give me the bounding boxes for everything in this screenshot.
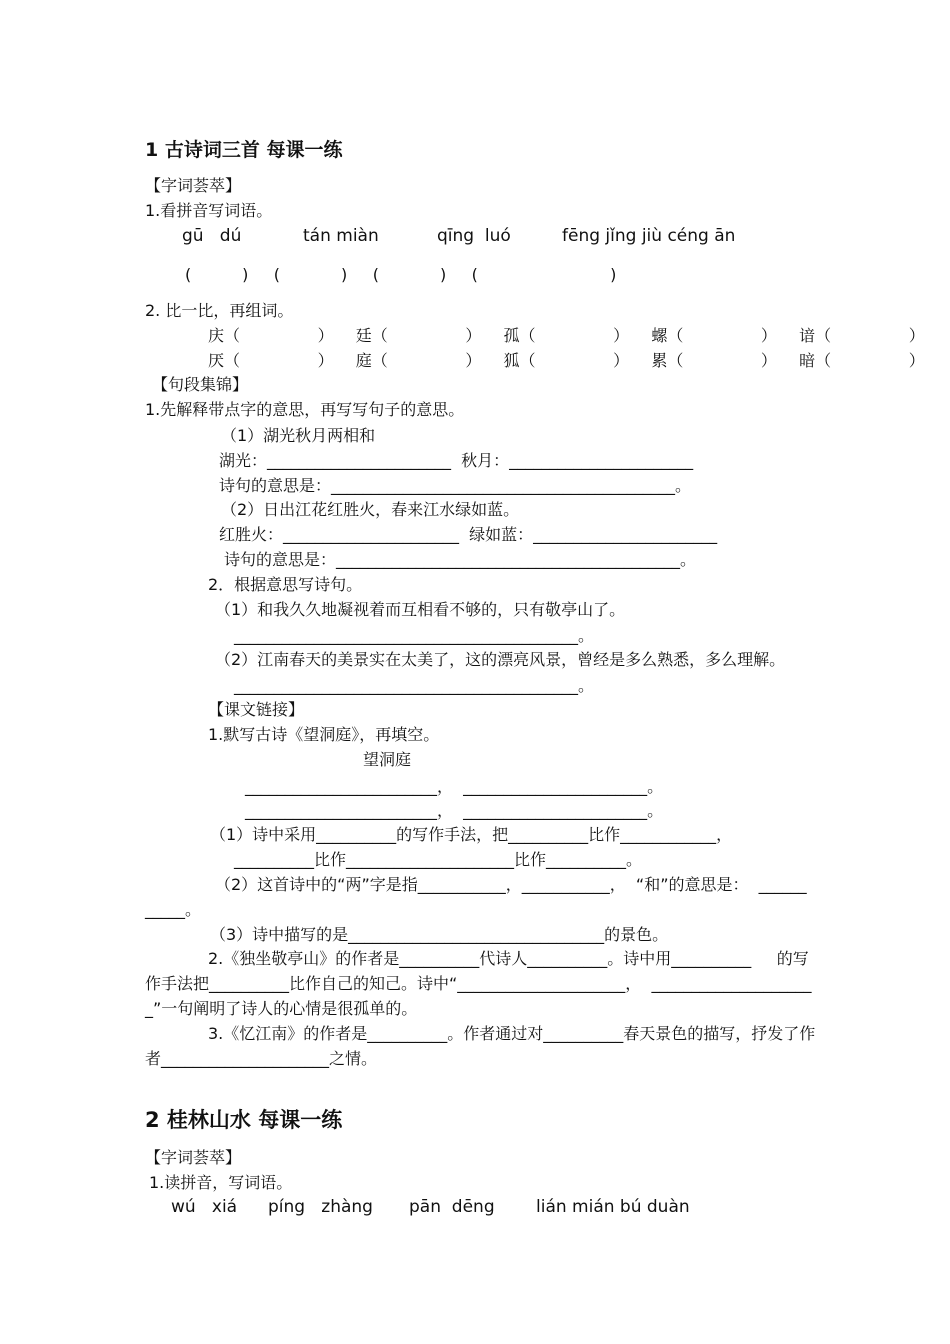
compare-row-2[interactable]: 厌（ ） 庭（ ） 狐（ ） 累（ ） 暗（ ） <box>208 351 925 370</box>
section-link-heading: 【课文链接】 <box>208 700 305 719</box>
pinyin-item: tán miàn <box>303 226 379 246</box>
pinyin-item: pān dēng <box>409 1197 495 1217</box>
pinyin-item: wú xiá <box>171 1197 238 1217</box>
pinyin-item: lián mián bú duàn <box>536 1197 690 1217</box>
l2-line-a[interactable]: 2.《独坐敬亭山》的作者是__________代诗人__________。诗中用__________ 的写 <box>208 949 809 968</box>
s1-part2-meaning[interactable]: 诗句的意思是：___________________________________________。 <box>224 550 697 569</box>
l2-line-b[interactable]: 作手法把__________比作自己的知己。诗中“_____________________， ____________________ <box>145 974 812 993</box>
poem-line[interactable]: ________________________， _______________________。 <box>245 801 664 820</box>
section-words-heading: 【字词荟萃】 <box>145 1148 242 1167</box>
l2-line-c: _”一句阐明了诗人的心情是很孤单的。 <box>145 999 418 1018</box>
poem-title: 望洞庭 <box>363 750 412 769</box>
s1-part1-meaning[interactable]: 诗句的意思是：___________________________________________。 <box>219 476 692 495</box>
s1-part2: （2）日出江花红胜火，春来江水绿如蓝。 <box>221 500 520 519</box>
l3-line-a[interactable]: 3.《忆江南》的作者是__________。作者通过对__________春天景色的描写，抒发了作 <box>208 1024 816 1043</box>
l1-question-2a[interactable]: （2）这首诗中的“两”字是指___________，___________， “和”的意思是： ______ <box>215 875 807 894</box>
q1-title: 1.看拼音写词语。 <box>145 201 273 220</box>
poem-line[interactable]: ________________________， _______________________。 <box>245 777 664 796</box>
l1-question-1b[interactable]: __________比作_____________________比作__________。 <box>234 850 643 869</box>
l1-question-3[interactable]: （3）诗中描写的是________________________________的景色。 <box>210 925 669 944</box>
s2-part2-line[interactable]: ___________________________________________。 <box>234 676 595 695</box>
compare-row-1[interactable]: 庆（ ） 廷（ ） 孤（ ） 螺（ ） 谙（ ） <box>208 326 925 345</box>
s2-part2: （2）江南春天的美景实在太美了，这的漂亮风景，曾经是多么熟悉，多么理解。 <box>215 650 786 669</box>
lesson1-title: 1 古诗词三首 每课一练 <box>145 139 343 161</box>
l1-title: 1.默写古诗《望洞庭》，再填空。 <box>208 725 440 744</box>
pinyin-item: píng zhàng <box>268 1197 373 1217</box>
section-sentences-heading: 【句段集锦】 <box>152 375 249 394</box>
l1-question-2b[interactable]: _____。 <box>145 900 202 919</box>
s1-title: 1.先解释带点字的意思，再写写句子的意思。 <box>145 400 465 419</box>
pinyin-item: fēng jǐng jiù céng ān <box>562 226 736 246</box>
s2-title: 2．根据意思写诗句。 <box>208 575 363 594</box>
s1-part1: （1）湖光秋月两相和 <box>221 426 376 445</box>
s1-part1-words[interactable]: 湖光：_______________________ 秋月：_______________________ <box>219 451 694 470</box>
l3-line-b[interactable]: 者_____________________之情。 <box>145 1049 378 1068</box>
q2-title: 2. 比一比，再组词。 <box>145 301 294 320</box>
lesson2-title: 2 桂林山水 每课一练 <box>145 1108 343 1132</box>
l1-question-1a[interactable]: （1）诗中采用__________的写作手法，把__________比作____________， <box>210 825 733 844</box>
s2-part1-line[interactable]: ___________________________________________。 <box>234 626 595 645</box>
section-words-heading: 【字词荟萃】 <box>145 176 242 195</box>
s1-part2-words[interactable]: 红胜火：______________________ 绿如蓝：_______________________ <box>219 525 718 544</box>
answer-blanks[interactable]: ( ) ( ) ( ) ( ) <box>185 265 617 284</box>
q1-title: 1.读拼音，写词语。 <box>149 1173 293 1192</box>
pinyin-item: gū dú <box>182 226 242 246</box>
s2-part1: （1）和我久久地凝视着而互相看不够的，只有敬亭山了。 <box>215 600 626 619</box>
pinyin-item: qīng luó <box>437 226 511 246</box>
